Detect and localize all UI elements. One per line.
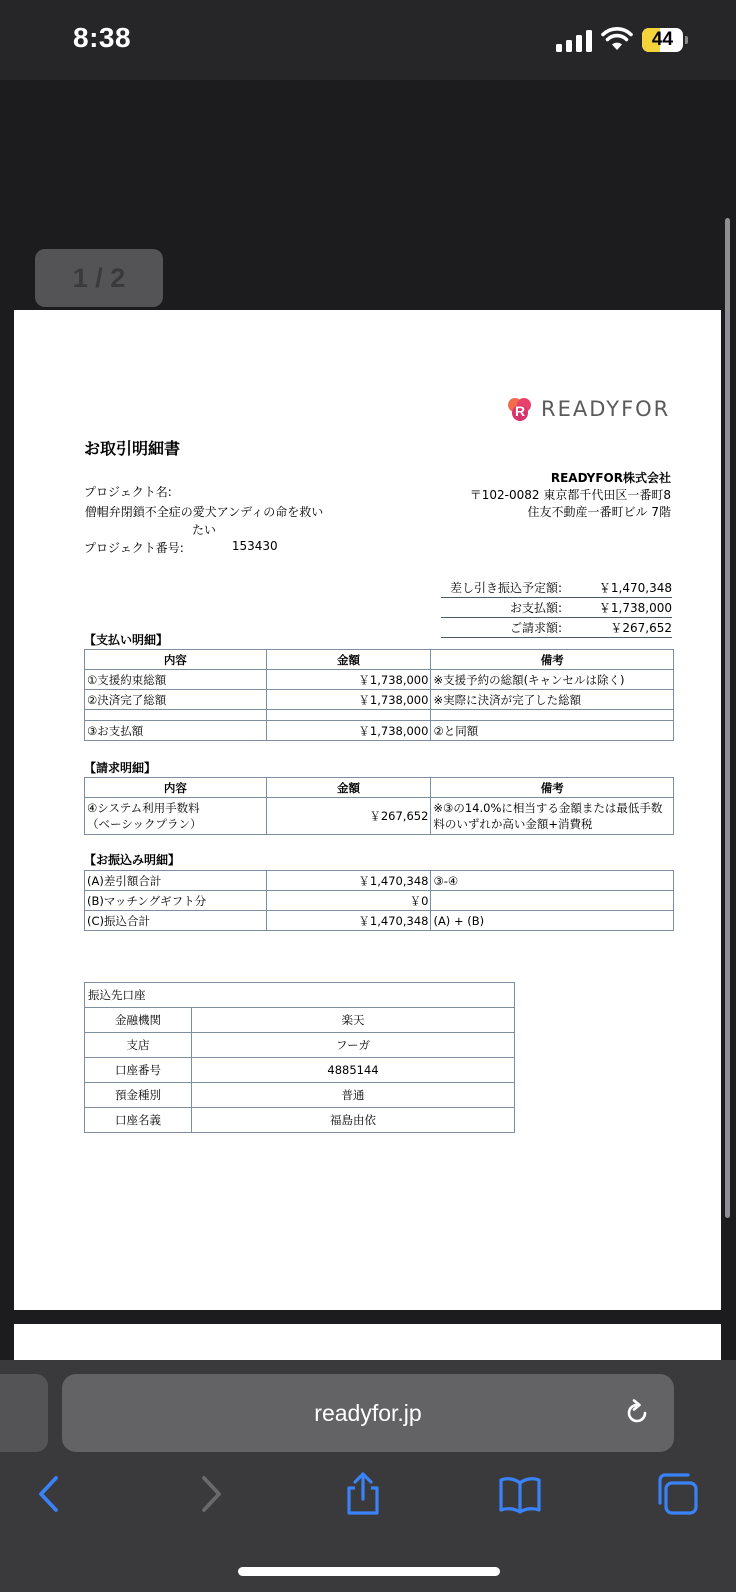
summary-row bbox=[441, 578, 672, 598]
item-line: ④システム利用手数料 bbox=[87, 801, 200, 815]
bank-key: 口座名義 bbox=[85, 1108, 192, 1133]
pdf-page bbox=[14, 310, 721, 1310]
item-cell: (A)差引額合計 bbox=[85, 871, 267, 891]
note-cell: ※実際に決済が完了した総額 bbox=[431, 690, 674, 710]
amount-cell: ￥1,738,000 bbox=[266, 690, 431, 710]
url-text[interactable]: readyfor.jp bbox=[314, 1400, 422, 1426]
status-bar bbox=[0, 0, 736, 80]
note-cell: ③-④ bbox=[431, 871, 674, 891]
home-indicator[interactable] bbox=[238, 1567, 500, 1576]
amount-cell: ￥1,470,348 bbox=[266, 871, 431, 891]
table-row bbox=[85, 1058, 515, 1083]
item-cell: ③お支払額 bbox=[85, 721, 267, 741]
company-info bbox=[470, 470, 671, 521]
bank-value: 福島由依 bbox=[192, 1108, 515, 1133]
table-row bbox=[85, 1108, 515, 1133]
header-cell: 金額 bbox=[266, 650, 431, 670]
table-row bbox=[85, 911, 674, 931]
note-cell: ※支援予約の総額(キャンセルは除く) bbox=[431, 670, 674, 690]
summary-row bbox=[441, 598, 672, 618]
bank-value: 4885144 bbox=[192, 1058, 515, 1083]
table-spacer-row bbox=[85, 710, 674, 721]
amount-cell: ￥1,738,000 bbox=[266, 670, 431, 690]
table-row bbox=[85, 1008, 515, 1033]
bank-key: 預金種別 bbox=[85, 1083, 192, 1108]
table-row bbox=[85, 690, 674, 710]
note-cell bbox=[431, 891, 674, 911]
share-button[interactable] bbox=[341, 1472, 385, 1516]
company-name: READYFOR株式会社 bbox=[550, 471, 671, 485]
project-label: プロジェクト名: bbox=[84, 485, 172, 499]
transfer-section-title: 【お振込み明細】 bbox=[84, 853, 181, 867]
summary-value: ￥1,738,000 bbox=[598, 601, 672, 615]
header-cell: 内容 bbox=[85, 650, 267, 670]
table-row bbox=[85, 670, 674, 690]
table-row bbox=[85, 891, 674, 911]
battery-icon bbox=[642, 28, 688, 52]
forward-button[interactable] bbox=[188, 1472, 232, 1516]
bank-title: 振込先口座 bbox=[85, 983, 515, 1008]
summary-value: ￥267,652 bbox=[610, 621, 672, 635]
project-name: 僧帽弁閉鎖不全症の愛犬アンディの命を救いたい bbox=[84, 505, 324, 537]
bookmarks-button[interactable] bbox=[498, 1472, 542, 1516]
logo-text: READYFOR bbox=[541, 397, 671, 421]
page-indicator: 1 / 2 bbox=[35, 249, 163, 307]
bank-value: フーガ bbox=[192, 1033, 515, 1058]
summary-value: ￥1,470,348 bbox=[598, 581, 672, 595]
table-header-row bbox=[85, 778, 674, 798]
reload-icon[interactable] bbox=[622, 1398, 652, 1428]
table-row bbox=[85, 721, 674, 741]
note-cell: (A) + (B) bbox=[431, 911, 674, 931]
table-row bbox=[85, 798, 674, 835]
bank-value: 楽天 bbox=[192, 1008, 515, 1033]
note-cell: ②と同額 bbox=[431, 721, 674, 741]
scrollbar[interactable] bbox=[725, 218, 730, 1218]
amount-cell: ￥0 bbox=[266, 891, 431, 911]
table-row bbox=[85, 1033, 515, 1058]
summary-label: ご請求額: bbox=[509, 621, 562, 635]
header-cell: 内容 bbox=[85, 778, 267, 798]
item-cell: ①支援約束総額 bbox=[85, 670, 267, 690]
address-bar[interactable] bbox=[62, 1374, 674, 1452]
tabs-button[interactable] bbox=[655, 1472, 699, 1516]
item-cell: (C)振込合計 bbox=[85, 911, 267, 931]
bank-key: 金融機関 bbox=[85, 1008, 192, 1033]
bank-account-table bbox=[84, 982, 515, 1133]
svg-text:R: R bbox=[514, 403, 526, 419]
item-cell: ②決済完了総額 bbox=[85, 690, 267, 710]
bank-key: 口座番号 bbox=[85, 1058, 192, 1083]
project-number: 153430 bbox=[231, 539, 278, 553]
amount-cell: ￥1,738,000 bbox=[266, 721, 431, 741]
billing-section-title: 【請求明細】 bbox=[84, 761, 157, 775]
summary-label: お支払額: bbox=[509, 601, 562, 615]
payment-table bbox=[84, 649, 674, 741]
header-cell: 金額 bbox=[266, 778, 431, 798]
table-row bbox=[85, 871, 674, 891]
company-address-1: 〒102-0082 東京都千代田区一番町8 bbox=[469, 488, 671, 502]
battery-percent: 44 bbox=[651, 29, 674, 50]
payment-section-title: 【支払い明細】 bbox=[84, 633, 169, 647]
header-cell: 備考 bbox=[431, 778, 674, 798]
pdf-page-2 bbox=[14, 1324, 721, 1364]
amount-cell: ￥267,652 bbox=[266, 798, 431, 835]
table-header-row bbox=[85, 650, 674, 670]
bank-key: 支店 bbox=[85, 1033, 192, 1058]
item-cell bbox=[85, 798, 267, 835]
company-address-2: 住友不動産一番町ビル 7階 bbox=[527, 505, 671, 519]
header-cell: 備考 bbox=[431, 650, 674, 670]
cellular-signal-icon bbox=[556, 28, 594, 52]
previous-tab-preview[interactable] bbox=[0, 1374, 48, 1452]
amount-cell: ￥1,470,348 bbox=[266, 911, 431, 931]
project-number-label: プロジェクト番号: bbox=[84, 541, 184, 555]
status-time: 8:38 bbox=[73, 22, 132, 53]
bank-value: 普通 bbox=[192, 1083, 515, 1108]
back-button[interactable] bbox=[28, 1472, 72, 1516]
table-header-row bbox=[85, 983, 515, 1008]
readyfor-logo bbox=[507, 396, 670, 422]
item-line: （ベーシックプラン） bbox=[87, 817, 202, 831]
summary-row bbox=[441, 618, 672, 638]
summary-label: 差し引き振込予定額: bbox=[449, 581, 562, 595]
summary-block bbox=[441, 578, 672, 638]
item-cell: (B)マッチングギフト分 bbox=[85, 891, 267, 911]
document-title: お取引明細書 bbox=[84, 439, 181, 458]
transfer-table bbox=[84, 870, 674, 931]
project-number-row bbox=[84, 539, 278, 556]
billing-table bbox=[84, 777, 674, 835]
note-cell: ※③の14.0%に相当する金額または最低手数料のいずれか高い金額+消費税 bbox=[431, 798, 674, 835]
readyfor-logo-icon bbox=[507, 396, 533, 422]
table-row bbox=[85, 1083, 515, 1108]
wifi-icon bbox=[601, 26, 633, 52]
